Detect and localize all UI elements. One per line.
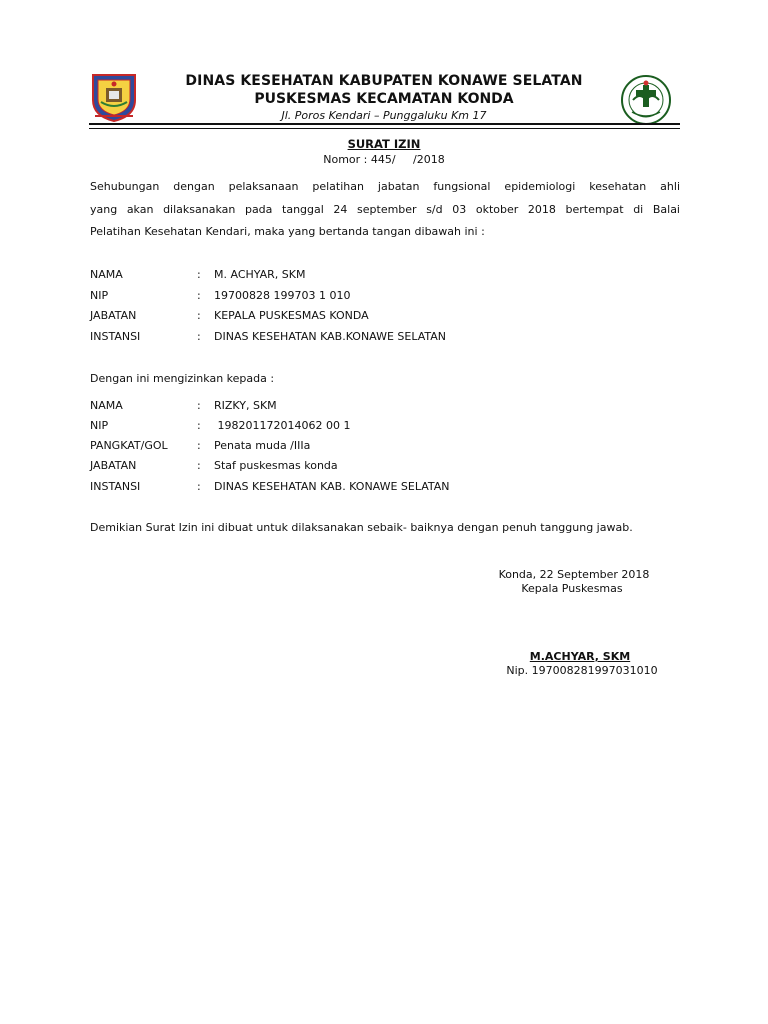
field-value: Staf puskesmas konda (214, 459, 338, 472)
regency-emblem-icon (89, 72, 139, 122)
field-label: PANGKAT/GOL (90, 439, 168, 452)
permit-intro: Dengan ini mengizinkan kepada : (90, 372, 275, 385)
office-name: PUSKESMAS KECAMATAN KONDA (254, 91, 514, 107)
field-value: KEPALA PUSKESMAS KONDA (214, 309, 369, 322)
signature-position: Kepala Puskesmas (521, 582, 623, 595)
field-label: NIP (90, 289, 109, 302)
field-label: NAMA (90, 399, 123, 412)
field-colon: : (197, 480, 201, 493)
field-colon: : (197, 309, 201, 322)
agency-name: DINAS KESEHATAN KABUPATEN KONAWE SELATAN (185, 73, 583, 89)
bakti-husada-logo (620, 74, 672, 126)
field-label: NIP (90, 419, 109, 432)
field-colon: : (197, 330, 201, 343)
signature-name: M.ACHYAR, SKM (529, 650, 631, 663)
letter-number: Nomor : 445/ /2018 (323, 153, 445, 166)
intro-line-2: yang akan dilaksanakan pada tanggal 24 september s/d 03 oktober 2018 bertempat di Balai (90, 203, 680, 216)
field-value: 198201172014062 00 1 (214, 419, 351, 432)
field-colon: : (197, 268, 201, 281)
field-value: Penata muda /IIIa (214, 439, 311, 452)
field-value: DINAS KESEHATAN KAB.KONAWE SELATAN (214, 330, 447, 343)
field-value: RIZKY, SKM (214, 399, 277, 412)
field-colon: : (197, 419, 201, 432)
signature-place-date: Konda, 22 September 2018 (498, 568, 650, 581)
letter-title: SURAT IZIN (347, 137, 421, 151)
intro-line-3: Pelatihan Kesehatan Kendari, maka yang bertanda tangan dibawah ini : (90, 225, 485, 238)
header-divider-thick (89, 123, 680, 125)
field-value: M. ACHYAR, SKM (214, 268, 306, 281)
field-value: DINAS KESEHATAN KAB. KONAWE SELATAN (214, 480, 450, 493)
header-divider-thin (89, 128, 680, 129)
office-address: Jl. Poros Kendari – Punggaluku Km 17 (281, 109, 487, 122)
field-colon: : (197, 459, 201, 472)
field-label: JABATAN (90, 459, 137, 472)
field-colon: : (197, 399, 201, 412)
field-colon: : (197, 289, 201, 302)
signature-nip: Nip. 197008281997031010 (506, 664, 658, 677)
closing-sentence: Demikian Surat Izin ini dibuat untuk dilaksanakan sebaik- baiknya dengan penuh tanggung jawab. (90, 521, 633, 534)
field-label: INSTANSI (90, 330, 141, 343)
intro-line-1: Sehubungan dengan pelaksanaan pelatihan jabatan fungsional epidemiologi kesehatan ahli (90, 180, 680, 193)
field-label: INSTANSI (90, 480, 141, 493)
field-label: NAMA (90, 268, 123, 281)
field-label: JABATAN (90, 309, 137, 322)
field-value: 19700828 199703 1 010 (214, 289, 351, 302)
field-colon: : (197, 439, 201, 452)
